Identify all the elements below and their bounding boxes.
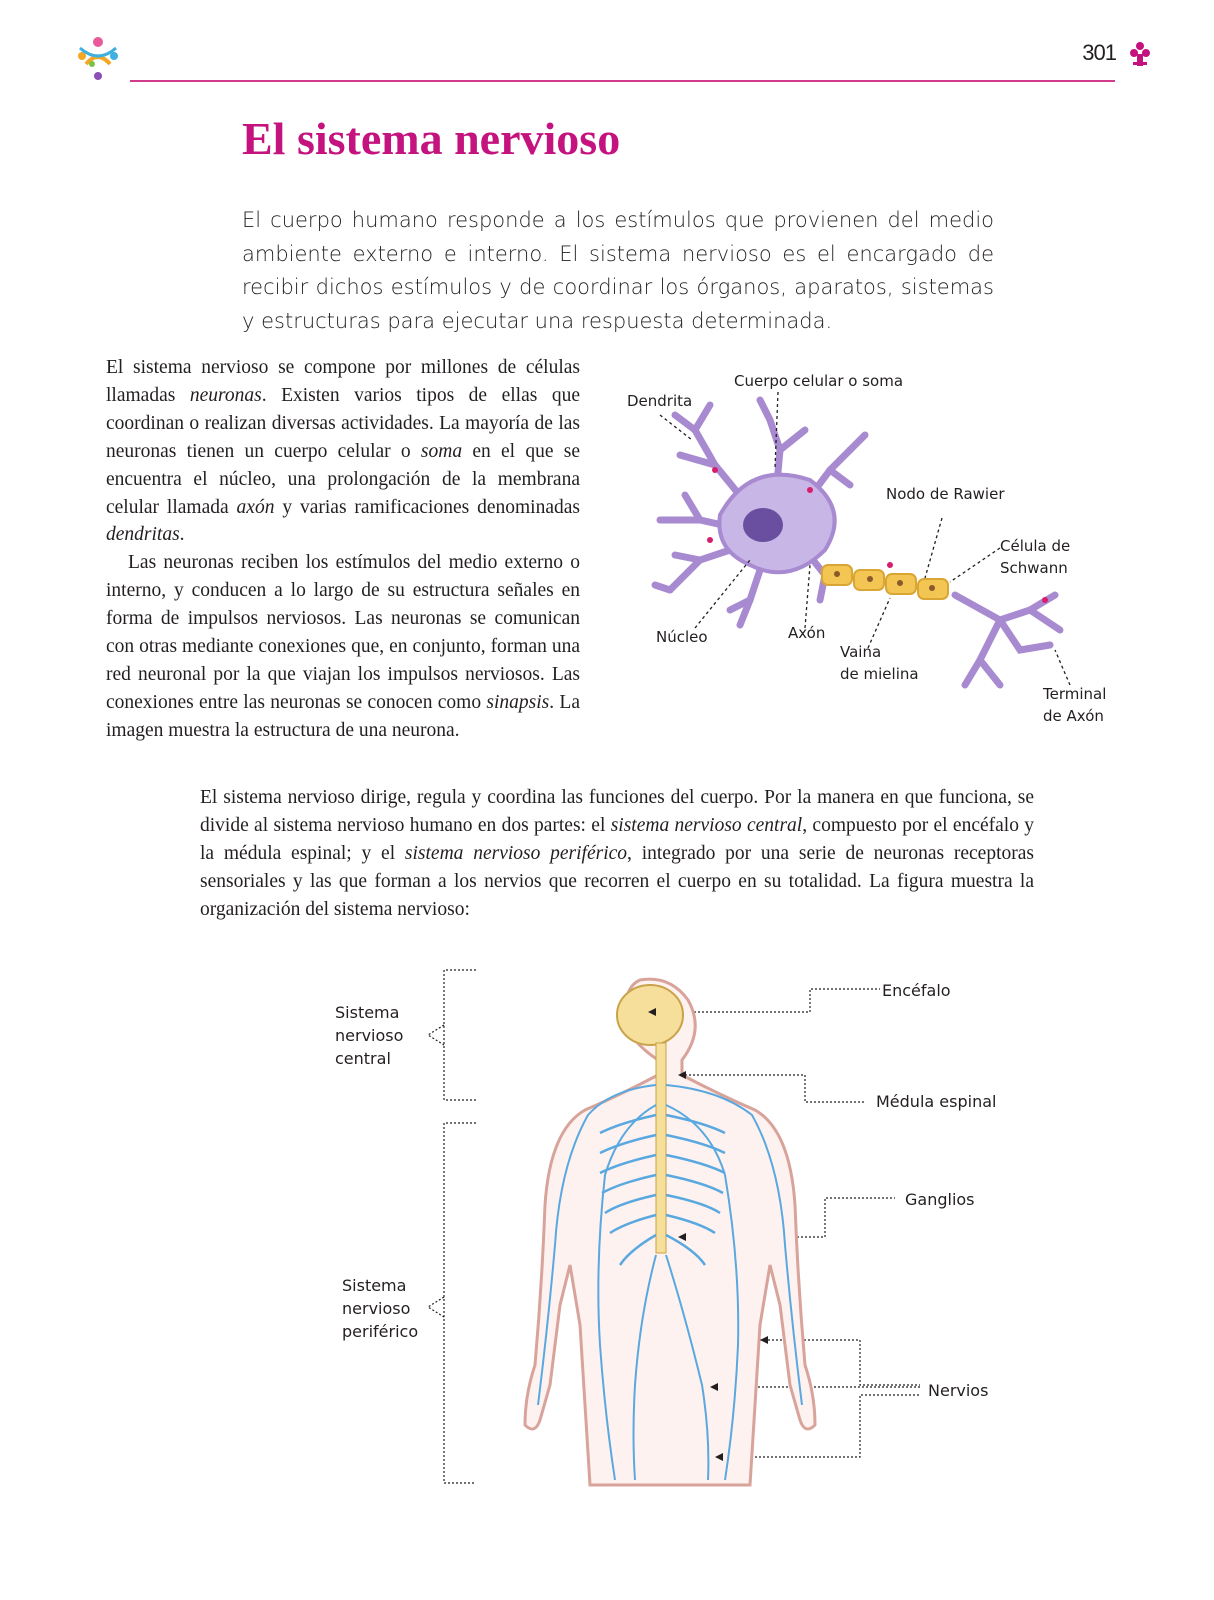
ornament-icon (1128, 40, 1152, 68)
label-celula-schwann: Célula de Schwann (1000, 537, 1071, 577)
paragraph-impulsos: Las neuronas reciben los estímulos del medio externo o interno, y conducen a lo largo de su estructura señales en forma de impulsos nerviosos. Las neuronas se comunican con otras mediante conexiones que, en conjunto, forman una red neuronal por la que viajan los impulsos nerviosos. Las conexiones entre las neuronas se conocen como sinapsis. La imagen muestra la estructura de una neurona. (106, 552, 580, 741)
logo-icon (72, 34, 124, 82)
header-rule (130, 80, 1115, 82)
paragraph-neuronas: El sistema nervioso se compone por millones de células llamadas neuronas. Existen varios tipos de ellas que coordinan o realizan diversas actividades. La mayoría de las neuronas tienen un cuerpo celular o soma en el que se encuentra el núcleo, una prolongación de la membrana celular llamada axón y varias ramificaciones denominadas dendritas. (106, 357, 580, 546)
label-ganglios: Ganglios (905, 1190, 975, 1209)
label-cuerpo-celular: Cuerpo celular o soma (734, 372, 904, 390)
label-medula-espinal: Médula espinal (876, 1092, 997, 1111)
intro-paragraph: El cuerpo humano responde a los estímulos que provienen del medio ambiente externo e interno. El sistema nervioso es el encargado de recibir dichos estímulos y de coordinar los órganos, aparatos, sistemas y estructuras para ejecutar una respuesta determinada. (242, 208, 994, 333)
label-nervios: Nervios (928, 1381, 989, 1400)
page-title: El sistema nervioso (242, 113, 621, 164)
label-encefalo: Encéfalo (882, 981, 951, 1000)
label-nodo-rawier: Nodo de Rawier (886, 485, 1005, 503)
page-number: 301 (1082, 40, 1116, 65)
label-dendrita: Dendrita (627, 392, 693, 410)
label-axon: Axón (788, 624, 826, 642)
body-column (106, 354, 580, 745)
paragraph-organizacion: El sistema nervioso dirige, regula y coordina las funciones del cuerpo. Por la manera en que funciona, se divide al sistema nervioso humano en dos partes: el sistema nervioso central, compuesto por el encéfalo y la médula espinal; y el sistema nervioso periférico, integrado por una serie de neuronas receptoras sensoriales y las que forman a los nervios que recorren el cuerpo en su totalidad. La figura muestra la organización del sistema nervioso: (200, 787, 1035, 920)
nervous-system-figure (420, 965, 1020, 1495)
label-terminal-axon: Terminal de Axón (1043, 685, 1107, 725)
label-sistema-periferico: Sistema nervioso periférico (342, 1276, 419, 1341)
label-nucleo: Núcleo (656, 628, 708, 646)
label-sistema-central: Sistema nervioso central (335, 1003, 404, 1068)
label-vaina-mielina: Vaina de mielina (840, 643, 919, 683)
